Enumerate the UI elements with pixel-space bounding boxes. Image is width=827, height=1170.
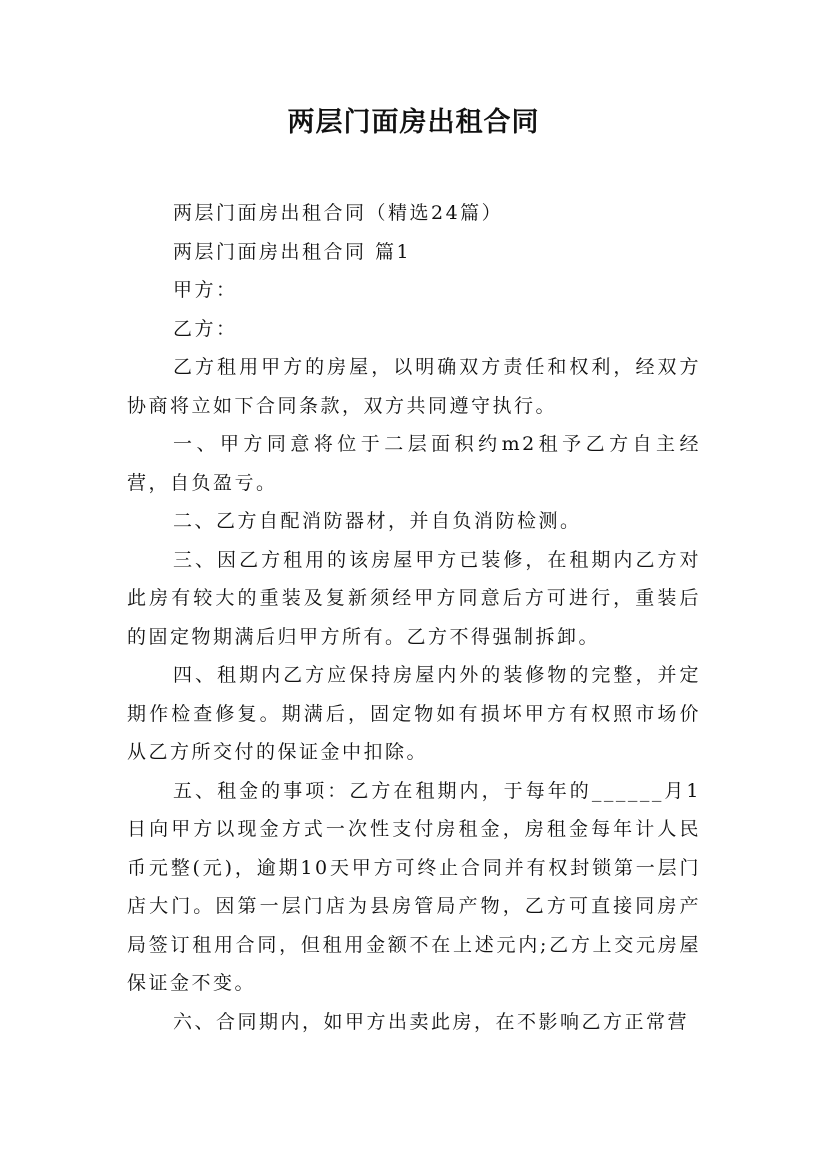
paragraph-party-b: 乙方：	[173, 317, 238, 340]
paragraph-clause-2: 二、乙方自配消防器材，并自负消防检测。	[173, 510, 582, 532]
document-body	[127, 194, 701, 1041]
paragraph-clause-4: 四、租期内乙方应保持房屋内外的装修物的完整，并定期作检查修复。期满后，固定物如有损坏甲方有权照市场价从乙方所交付的保证金中扣除。	[127, 664, 701, 763]
paragraph-clause-5: 五、租金的事项：乙方在租期内，于每年的______月1日向甲方以现金方式一次性支付房租金，房租金每年计人民币元整(元)，逾期10天甲方可终止合同并有权封锁第一层门店大门。因第一层门店为县房管局产物，乙方可直接同房产局签订租用合同，但租用金额不在上述元内;乙方上交元房屋保证金不变。	[127, 779, 701, 994]
paragraph-party-a: 甲方：	[173, 279, 238, 301]
paragraph-clause-6: 六、合同期内，如甲方出卖此房，在不影响乙方正常营	[173, 1010, 690, 1033]
paragraph-preamble: 乙方租用甲方的房屋，以明确双方责任和权利，经双方协商将立如下合同条款，双方共同遵守执行。	[127, 356, 701, 417]
paragraph-section-heading: 两层门面房出租合同 篇1	[173, 240, 412, 263]
paragraph-clause-3: 三、因乙方租用的该房屋甲方已装修，在租期内乙方对此房有较大的重装及复新须经甲方同意后方可进行，重装后的固定物期满后归甲方所有。乙方不得强制拆卸。	[127, 548, 701, 648]
paragraph-clause-1: 一、甲方同意将位于二层面积约m2租予乙方自主经营，自负盈亏。	[127, 433, 701, 494]
paragraph-subtitle: 两层门面房出租合同（精选24篇）	[173, 202, 504, 224]
document-title: 两层门面房出租合同	[287, 107, 540, 138]
